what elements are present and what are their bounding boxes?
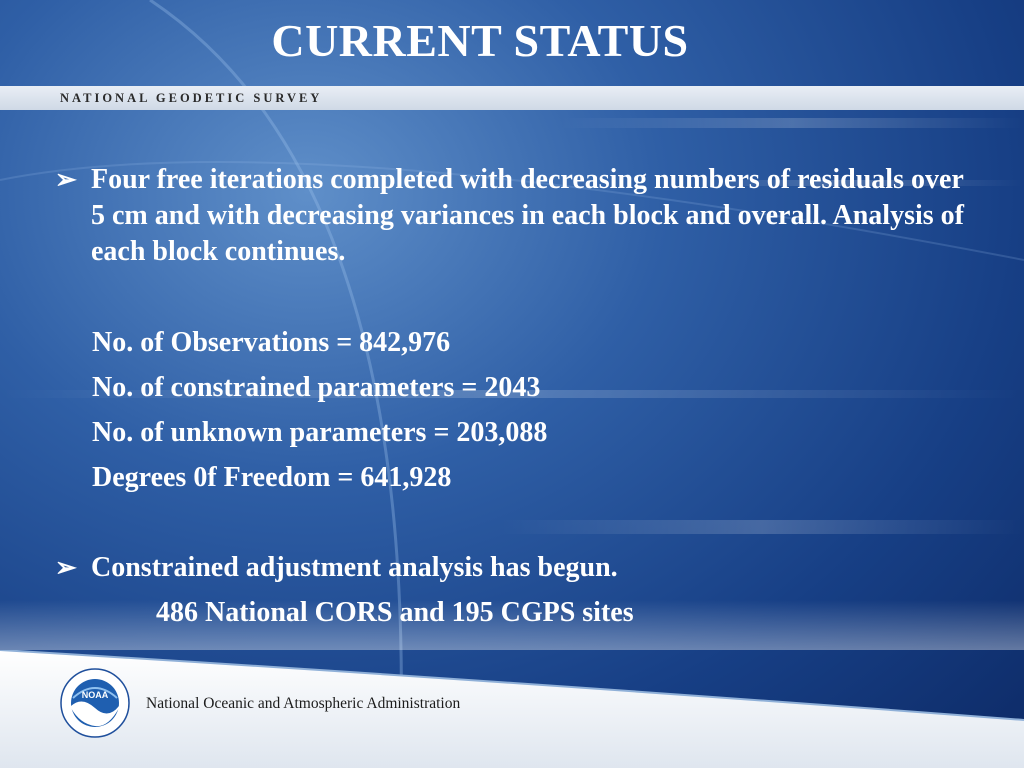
stat-line: Degrees 0f Freedom = 641,928 [92, 462, 452, 493]
stat-line: No. of Observations = 842,976 [92, 327, 451, 358]
noaa-logo-icon [60, 668, 130, 738]
arrow-bullet-icon: ➢ [55, 165, 77, 194]
slide-title: CURRENT STATUS [271, 15, 689, 66]
sub-bullet-line: 486 National CORS and 195 CGPS sites [156, 597, 634, 628]
arrow-bullet-icon: ➢ [55, 553, 77, 582]
bullet-text: Constrained adjustment analysis has begun. [91, 552, 618, 583]
bullet-text: Four free iterations completed with decreasing numbers of residuals over 5 cm and with decreasing variances in each block and overall. Analysis of each block continues. [91, 164, 964, 267]
bullet-item [55, 162, 971, 270]
footer-org-name: National Oceanic and Atmospheric Administration [146, 695, 461, 712]
bullet-item [55, 550, 971, 586]
agency-band-text: NATIONAL GEODETIC SURVEY [60, 91, 323, 105]
stat-line: No. of unknown parameters = 203,088 [92, 417, 548, 448]
logo-text: NOAA [81, 690, 109, 700]
agency-band [0, 86, 1024, 110]
stat-line: No. of constrained parameters = 2043 [92, 372, 541, 403]
